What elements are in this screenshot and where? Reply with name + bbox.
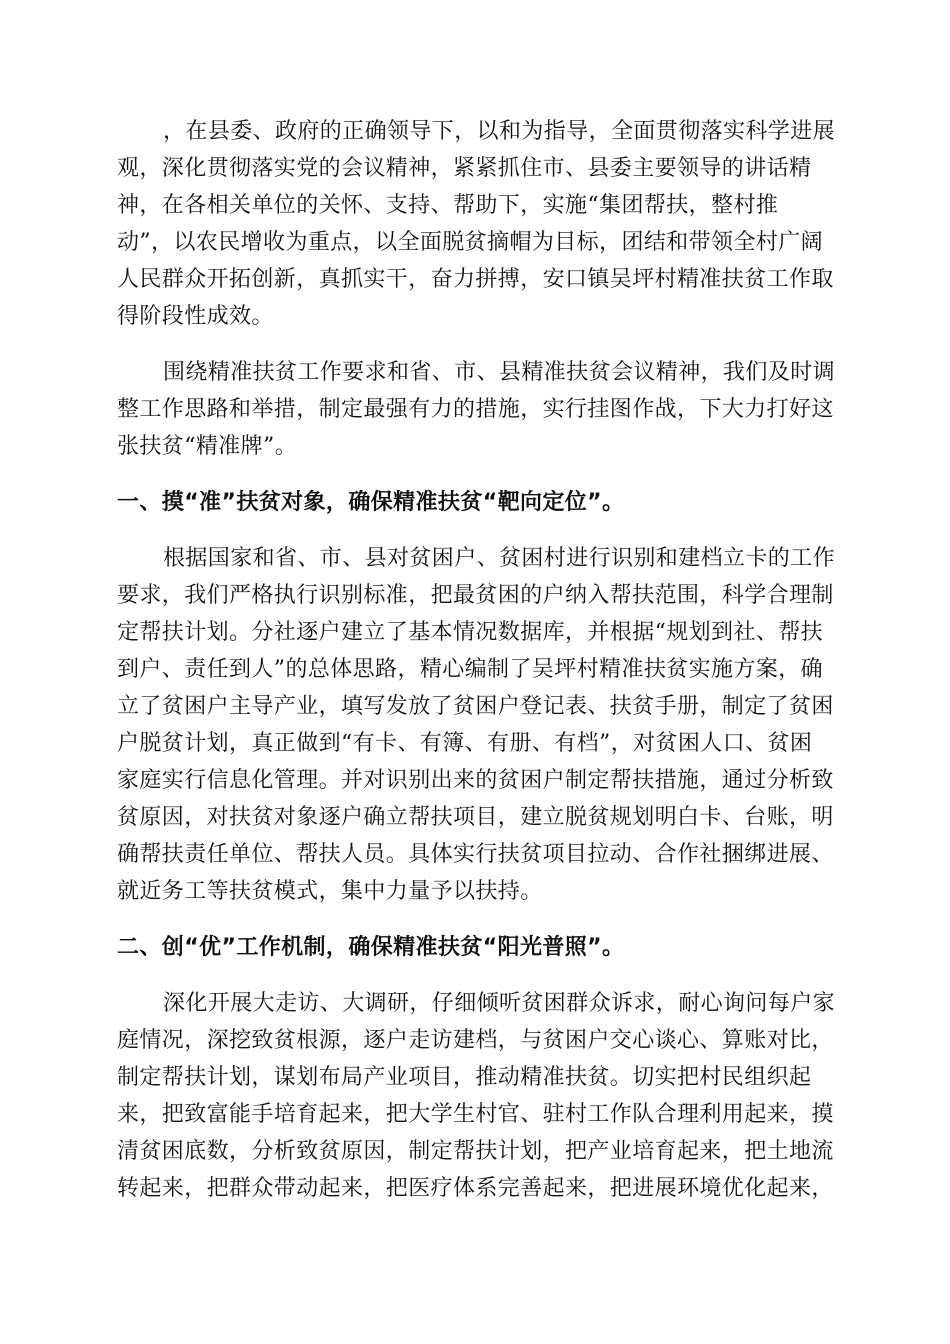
- text-line: 贫原因，对扶贫对象逐户确立帮扶项目，建立脱贫规划明白卡、台账，明: [117, 805, 834, 830]
- text-line: ，在县委、政府的正确领导下，以和为指导，全面贯彻落实科学进展: [163, 119, 836, 144]
- paragraph-overview: [117, 354, 836, 465]
- text-line: 要求，我们严格执行识别标准，把最贫困的户纳入帮扶范围，科学合理制: [117, 583, 834, 608]
- text-line: 户脱贫计划，真正做到“有卡、有簿、有册、有档”，对贫困人口、贫困: [117, 731, 813, 756]
- document-page: [117, 113, 836, 1207]
- section-heading-1: [117, 484, 833, 521]
- text-line: 得阶段性成效。: [117, 304, 274, 329]
- text-line: 清贫困底数，分析致贫原因，制定帮扶计划，把产业培育起来，把土地流: [117, 1139, 834, 1164]
- text-line: 围绕精准扶贫工作要求和省、市、县精准扶贫会议精神，我们及时调: [163, 360, 836, 385]
- text-line: 立了贫困户主导产业，填写发放了贫困户登记表、扶贫手册，制定了贫困: [117, 694, 834, 719]
- text-line: 就近务工等扶贫模式，集中力量予以扶持。: [117, 879, 543, 904]
- paragraph-section-2: [117, 985, 836, 1207]
- heading-text: 一、摸“准”扶贫对象，确保精准扶贫“靶向定位”。: [117, 490, 625, 515]
- text-line: 人民群众开拓创新，真抓实干，奋力拼搏，安口镇吴坪村精准扶贫工作取: [117, 267, 834, 292]
- text-line: 定帮扶计划。分社逐户建立了基本情况数据库，并根据“规划到社、帮扶: [117, 620, 824, 645]
- text-line: 动”，以农民增收为重点，以全面脱贫摘帽为目标，团结和带领全村广阔: [117, 230, 824, 255]
- text-line: 张扶贫“精准牌”。: [117, 434, 298, 459]
- text-line: 根据国家和省、市、县对贫困户、贫困村进行识别和建档立卡的工作: [163, 546, 836, 571]
- text-line: 庭情况，深挖致贫根源，逐户走访建档，与贫困户交心谈心、算账对比，: [117, 1028, 834, 1053]
- text-line: 确帮扶责任单位、帮扶人员。具体实行扶贫项目拉动、合作社捆绑进展、: [117, 842, 834, 867]
- text-line: 转起来，把群众带动起来，把医疗体系完善起来，把进展环境优化起来，: [117, 1176, 834, 1201]
- section-heading-2: [117, 929, 833, 966]
- paragraph-section-1: [117, 540, 836, 910]
- text-line: 来，把致富能手培育起来，把大学生村官、驻村工作队合理利用起来，摸: [117, 1102, 834, 1127]
- text-line: 到户、责任到人”的总体思路，精心编制了吴坪村精准扶贫实施方案，确: [117, 657, 824, 682]
- text-line: 整工作思路和举措，制定最强有力的措施，实行挂图作战，下大力打好这: [117, 397, 834, 422]
- text-line: 深化开展大走访、大调研，仔细倾听贫困群众诉求，耐心询问每户家: [163, 991, 836, 1016]
- paragraph-intro: [117, 113, 836, 335]
- text-line: 制定帮扶计划，谋划布局产业项目，推动精准扶贫。切实把村民组织起: [117, 1065, 812, 1090]
- text-line: 神，在各相关单位的关怀、支持、帮助下，实施“集团帮扶，整村推: [117, 193, 779, 218]
- text-line: 观，深化贯彻落实党的会议精神，紧紧抓住市、县委主要领导的讲话精: [117, 156, 812, 181]
- text-line: 家庭实行信息化管理。并对识别出来的贫困户制定帮扶措施，通过分析致: [117, 768, 834, 793]
- heading-text: 二、创“优”工作机制，确保精准扶贫“阳光普照”。: [117, 935, 625, 960]
